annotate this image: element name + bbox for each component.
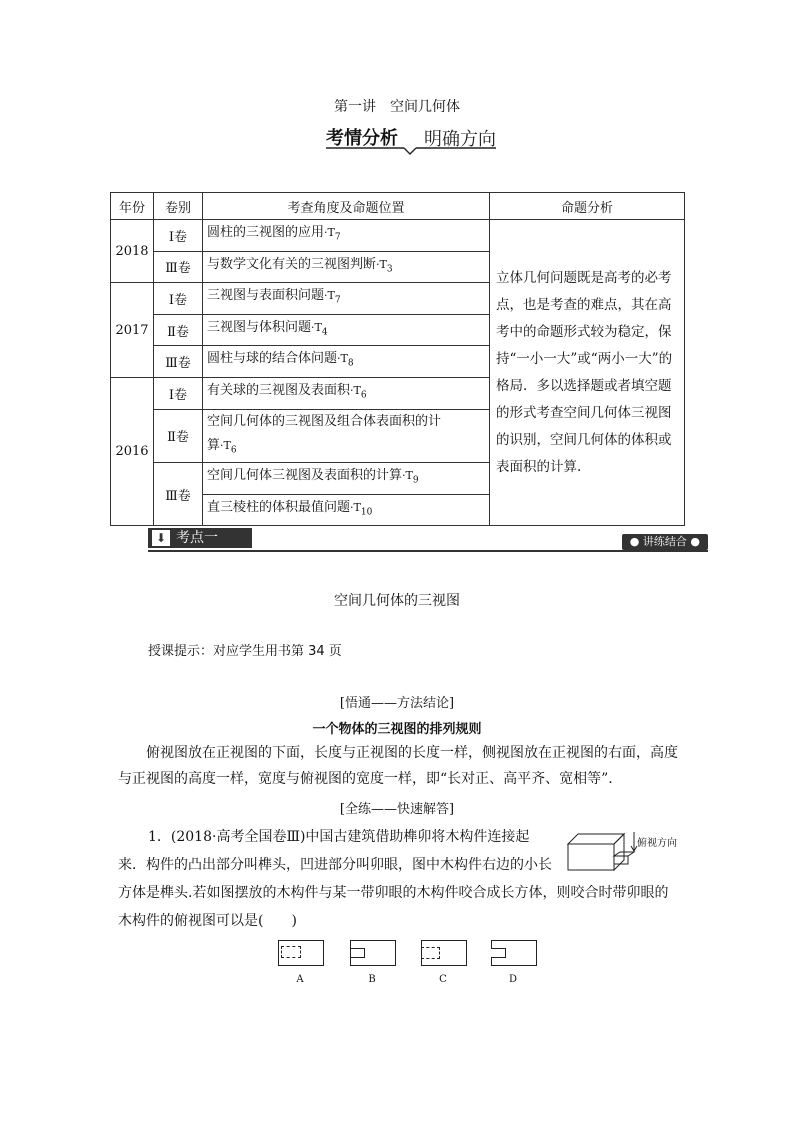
kaodian-tag: ⬇ 考点一 [148,528,252,548]
practice-heading: [全练——快速解答] [339,802,455,817]
option-c-label[interactable]: C [439,974,447,985]
exam-analysis-table [110,192,685,526]
volume-cell: Ⅰ卷 [154,220,203,252]
figure-label: 俯视方向 [637,838,677,849]
kaodian-bar [148,528,708,552]
method-heading: [悟通——方法结论] [339,696,455,711]
volume-cell: Ⅱ卷 [154,409,203,463]
kaodian-right-badge: ● 讲练结合 ● [622,534,708,550]
option-b-label[interactable]: B [368,974,376,985]
year-cell: 2016 [111,377,154,525]
th-analysis: 命题分析 [490,193,685,220]
volume-cell: Ⅱ卷 [154,314,203,346]
option-a-figure [278,940,324,966]
banner-left-text: 考情分析 [326,128,398,149]
th-year: 年份 [111,193,154,220]
position-cell: 与数学文化有关的三视图判断$\cdot T_3$ [203,251,490,283]
position-cell: 圆柱的三视图的应用$\cdot T_7$ [203,220,490,252]
page-title: 第一讲 空间几何体 [334,99,460,115]
banner-right-text: 明确方向 [424,129,496,150]
method-paragraph: 俯视图放在正视图的下面，长度与正视图的长度一样，侧视图放在正视图的右面，高度与正视图的高度一样，宽度与俯视图的宽度一样，即“长对正、高平齐、宽相等”. [118,745,678,787]
question-line-1: 1．(2018·高考全国卷Ⅲ)中国古建筑借助榫卯将木构件连接起 [148,829,530,845]
position-cell: 空间几何体的三视图及组合体表面积的计 算$\cdot T_6$ [203,409,490,463]
position-cell: 圆柱与球的结合体问题$\cdot T_8$ [203,346,490,378]
option-d-label[interactable]: D [508,974,518,985]
th-volume: 卷别 [154,193,203,220]
question-line-4: 木构件的俯视图可以是( ) [118,913,297,929]
analysis-cell: 立体几何问题既是高考的必考点，也是考查的难点，其在高考中的命题形式较为稳定，保持“一小一大”或“两小一大”的格局．多以选择题或者填空题的形式考查空间几何体三视图的识别，空间几何体的体积或表面积的计算. [490,220,685,526]
position-cell: 空间几何体三视图及表面积的计算$\cdot T_9$ [203,463,490,495]
th-position: 考查角度及命题位置 [203,193,490,220]
year-cell: 2018 [111,220,154,283]
option-a-label[interactable]: A [296,974,304,985]
year-cell: 2017 [111,283,154,378]
lesson-hint: 授课提示：对应学生用书第 34 页 [148,644,342,659]
method-subheading: 一个物体的三视图的排列规则 [312,722,482,737]
option-c-figure [421,940,467,966]
section-banner [320,120,500,156]
topic-title: 空间几何体的三视图 [334,593,460,609]
question-line-2: 来．构件的凸出部分叫榫头，凹进部分叫卯眼，图中木构件右边的小长 [118,857,552,873]
position-cell: 三视图与表面积问题$\cdot T_7$ [203,283,490,315]
position-cell: 有关球的三视图及表面积$\cdot T_6$ [203,377,490,409]
down-arrow-icon: ⬇ [152,530,170,546]
volume-cell: Ⅰ卷 [154,283,203,315]
question-line-3: 方体是榫头.若如图摆放的木构件与某一带卯眼的木构件咬合成长方体，则咬合时带卯眼的 [118,885,669,901]
volume-cell: Ⅲ卷 [154,463,203,526]
option-d-figure [491,940,537,966]
volume-cell: Ⅲ卷 [154,251,203,283]
option-b-figure [350,940,396,966]
position-cell: 直三棱柱的体积最值问题$\cdot T_{10}$ [203,494,490,526]
banner-underline [320,120,500,156]
kaodian-rule [148,550,708,552]
volume-cell: Ⅰ卷 [154,377,203,409]
volume-cell: Ⅲ卷 [154,346,203,378]
position-cell: 三视图与体积问题$\cdot T_4$ [203,314,490,346]
